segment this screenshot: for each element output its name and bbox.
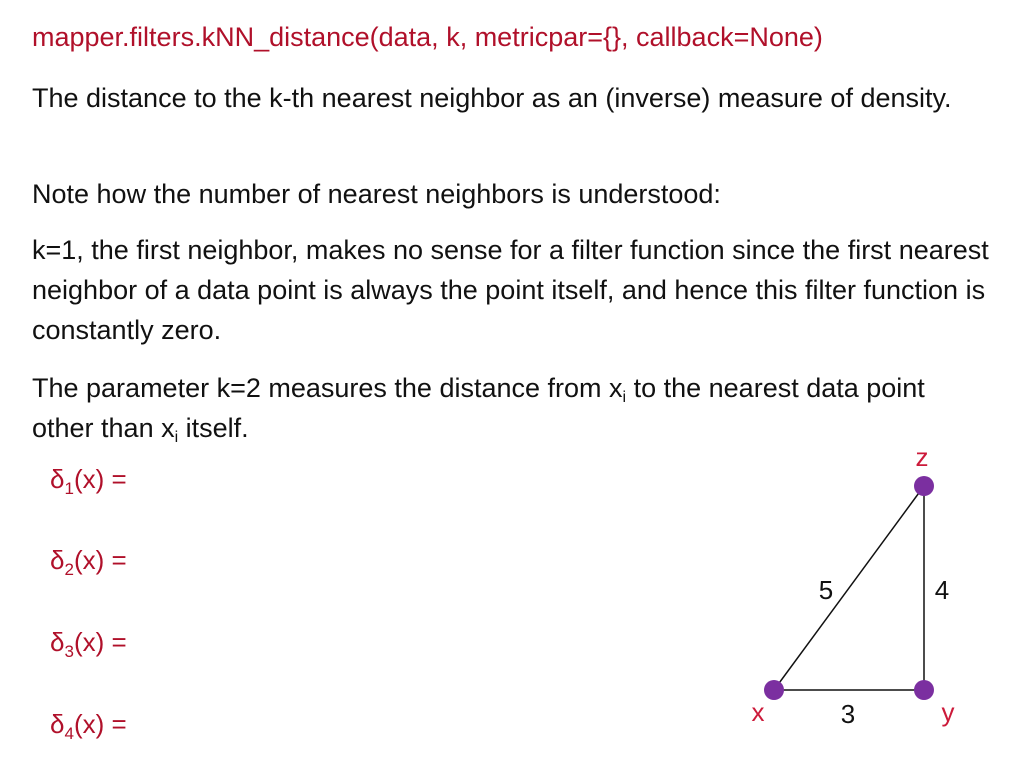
delta-symbol: δ bbox=[50, 464, 65, 494]
delta-index: 4 bbox=[64, 724, 74, 743]
delta-symbol: δ bbox=[50, 545, 65, 575]
delta-index: 3 bbox=[64, 642, 74, 661]
node-x bbox=[764, 680, 784, 700]
node-y bbox=[914, 680, 934, 700]
delta-index: 1 bbox=[64, 479, 74, 498]
delta-4-formula bbox=[50, 709, 127, 743]
edge-label-xz: 5 bbox=[818, 575, 834, 605]
paragraph-note: Note how the number of nearest neighbors is understood: bbox=[32, 179, 721, 209]
p4-text-3: itself. bbox=[178, 413, 249, 443]
delta-rest: (x) = bbox=[73, 627, 127, 657]
paragraph-k2-explanation bbox=[32, 368, 992, 448]
delta-index: 2 bbox=[64, 560, 74, 579]
delta-3-formula bbox=[50, 627, 127, 661]
delta-2-formula bbox=[50, 545, 127, 579]
node-label-z: z bbox=[915, 442, 929, 472]
node-label-x: x bbox=[751, 697, 765, 727]
triangle-diagram bbox=[730, 440, 990, 740]
function-signature: mapper.filters.kNN_distance(data, k, metricpar={}, callback=None) bbox=[32, 22, 823, 52]
p4-subscript-2: i bbox=[174, 429, 179, 446]
p4-text-1: The parameter k=2 measures the distance from x bbox=[32, 373, 623, 403]
delta-rest: (x) = bbox=[73, 709, 127, 739]
delta-symbol: δ bbox=[50, 627, 65, 657]
delta-1-formula bbox=[50, 464, 127, 498]
delta-rest: (x) = bbox=[73, 545, 127, 575]
paragraph-description: The distance to the k-th nearest neighbor as an (inverse) measure of density. bbox=[32, 83, 952, 113]
node-z bbox=[914, 476, 934, 496]
p4-text-2: to the nearest data point other than x bbox=[32, 373, 925, 443]
paragraph-k1-explanation: k=1, the first neighbor, makes no sense for a filter function since the first nearest neighbor of a data point is always the point itself, and hence this filter function is constantly zero. bbox=[32, 235, 989, 345]
edge-x-z bbox=[774, 486, 924, 690]
p4-subscript-1: i bbox=[622, 389, 627, 406]
delta-symbol: δ bbox=[50, 709, 65, 739]
edge-label-xy: 3 bbox=[840, 699, 856, 729]
edge-label-yz: 4 bbox=[934, 575, 950, 605]
node-label-y: y bbox=[941, 697, 955, 727]
delta-rest: (x) = bbox=[73, 464, 127, 494]
